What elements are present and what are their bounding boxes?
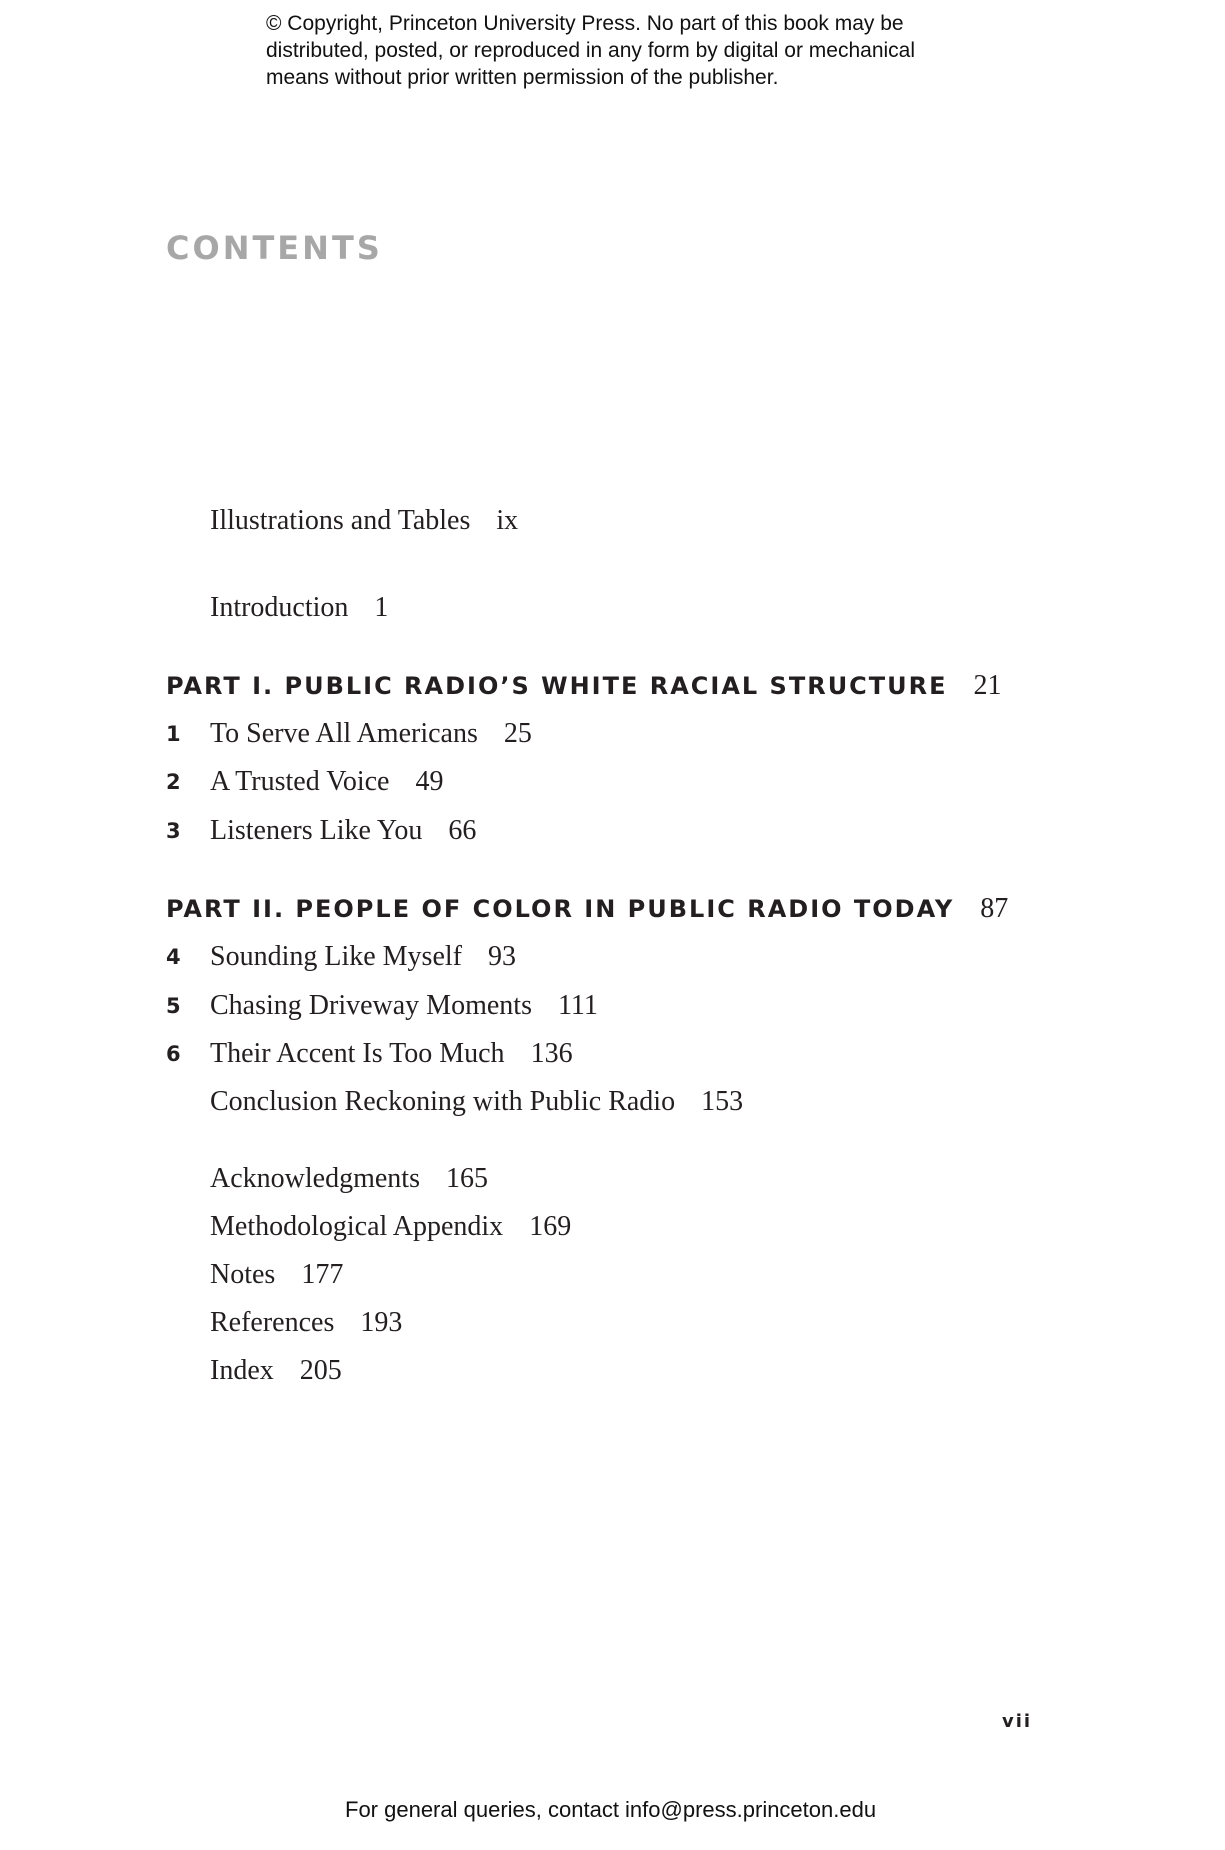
page-title: CONTENTS — [166, 229, 383, 267]
chapter-title — [210, 762, 443, 802]
toc-entry-title — [210, 1303, 402, 1343]
part-label: PART II. PEOPLE OF COLOR IN PUBLIC RADIO TODAY — [166, 895, 955, 923]
chapter-label: A Trusted Voice — [210, 766, 390, 797]
toc-entry-title — [210, 588, 388, 628]
part-title — [166, 666, 1002, 706]
chapter-page: 111 — [557, 990, 598, 1021]
toc-entry-label: Conclusion Reckoning with Public Radio — [210, 1086, 676, 1117]
chapter-label: To Serve All Americans — [210, 718, 478, 749]
chapter-page: 49 — [415, 766, 444, 797]
toc-entry-page: 193 — [360, 1307, 403, 1338]
toc-entry-title — [210, 1351, 342, 1391]
page-number: vii — [1002, 1711, 1033, 1732]
toc-entry-page: 153 — [701, 1086, 744, 1117]
chapter-title — [210, 811, 476, 851]
part-label: PART I. PUBLIC RADIO’S WHITE RACIAL STRUCTURE — [166, 672, 948, 700]
chapter-page: 93 — [488, 941, 516, 972]
chapter-page: 136 — [530, 1038, 573, 1069]
toc-entry-title — [210, 1207, 571, 1247]
footer-contact: For general queries, contact info@press.princeton.edu — [345, 1797, 877, 1822]
toc-entry-label: Introduction — [210, 592, 349, 623]
chapter-title — [210, 714, 532, 754]
part-title — [166, 889, 1008, 929]
copyright-line: distributed, posted, or reproduced in any form by digital or mechanical — [266, 39, 916, 62]
toc-entry-label: Acknowledgments — [210, 1163, 420, 1194]
toc-entry-page: 169 — [529, 1211, 572, 1242]
chapter-label: Sounding Like Myself — [210, 941, 462, 972]
chapter-label: Chasing Driveway Moments — [210, 990, 532, 1021]
toc-entry-page: 165 — [445, 1163, 488, 1194]
toc-entry-title — [210, 1159, 488, 1199]
toc-entry-title — [210, 1082, 743, 1122]
toc-entry-page: ix — [496, 505, 519, 536]
toc-entry-label: Methodological Appendix — [210, 1211, 504, 1242]
chapter-number: 4 — [166, 945, 181, 969]
toc-entry-page: 177 — [301, 1259, 344, 1290]
chapter-title — [210, 1034, 573, 1074]
chapter-label: Listeners Like You — [210, 815, 423, 846]
copyright-line: means without prior written permission of the publisher. — [266, 66, 779, 89]
toc-entry-label: Notes — [210, 1259, 276, 1290]
toc-entry-title — [210, 501, 518, 541]
chapter-label: Their Accent Is Too Much — [210, 1038, 505, 1069]
toc-entry-label: Illustrations and Tables — [210, 505, 471, 536]
part-page: 21 — [973, 670, 1002, 701]
chapter-number: 1 — [166, 722, 181, 746]
toc-entry-page: 205 — [299, 1355, 342, 1386]
chapter-number: 6 — [166, 1042, 181, 1066]
toc-entry-label: Index — [210, 1355, 274, 1386]
chapter-number: 5 — [166, 994, 181, 1018]
part-page: 87 — [980, 893, 1009, 924]
chapter-page: 66 — [448, 815, 477, 846]
copyright-line: © Copyright, Princeton University Press. No part of this book may be — [266, 12, 904, 35]
chapter-page: 25 — [503, 718, 532, 749]
toc-entry-page: 1 — [374, 592, 389, 623]
chapter-number: 2 — [166, 770, 181, 794]
toc-entry-label: References — [210, 1307, 335, 1338]
chapter-title — [210, 937, 516, 977]
chapter-title — [210, 986, 598, 1026]
chapter-number: 3 — [166, 819, 181, 843]
copyright-notice — [266, 10, 1026, 91]
toc-entry-title — [210, 1255, 343, 1295]
